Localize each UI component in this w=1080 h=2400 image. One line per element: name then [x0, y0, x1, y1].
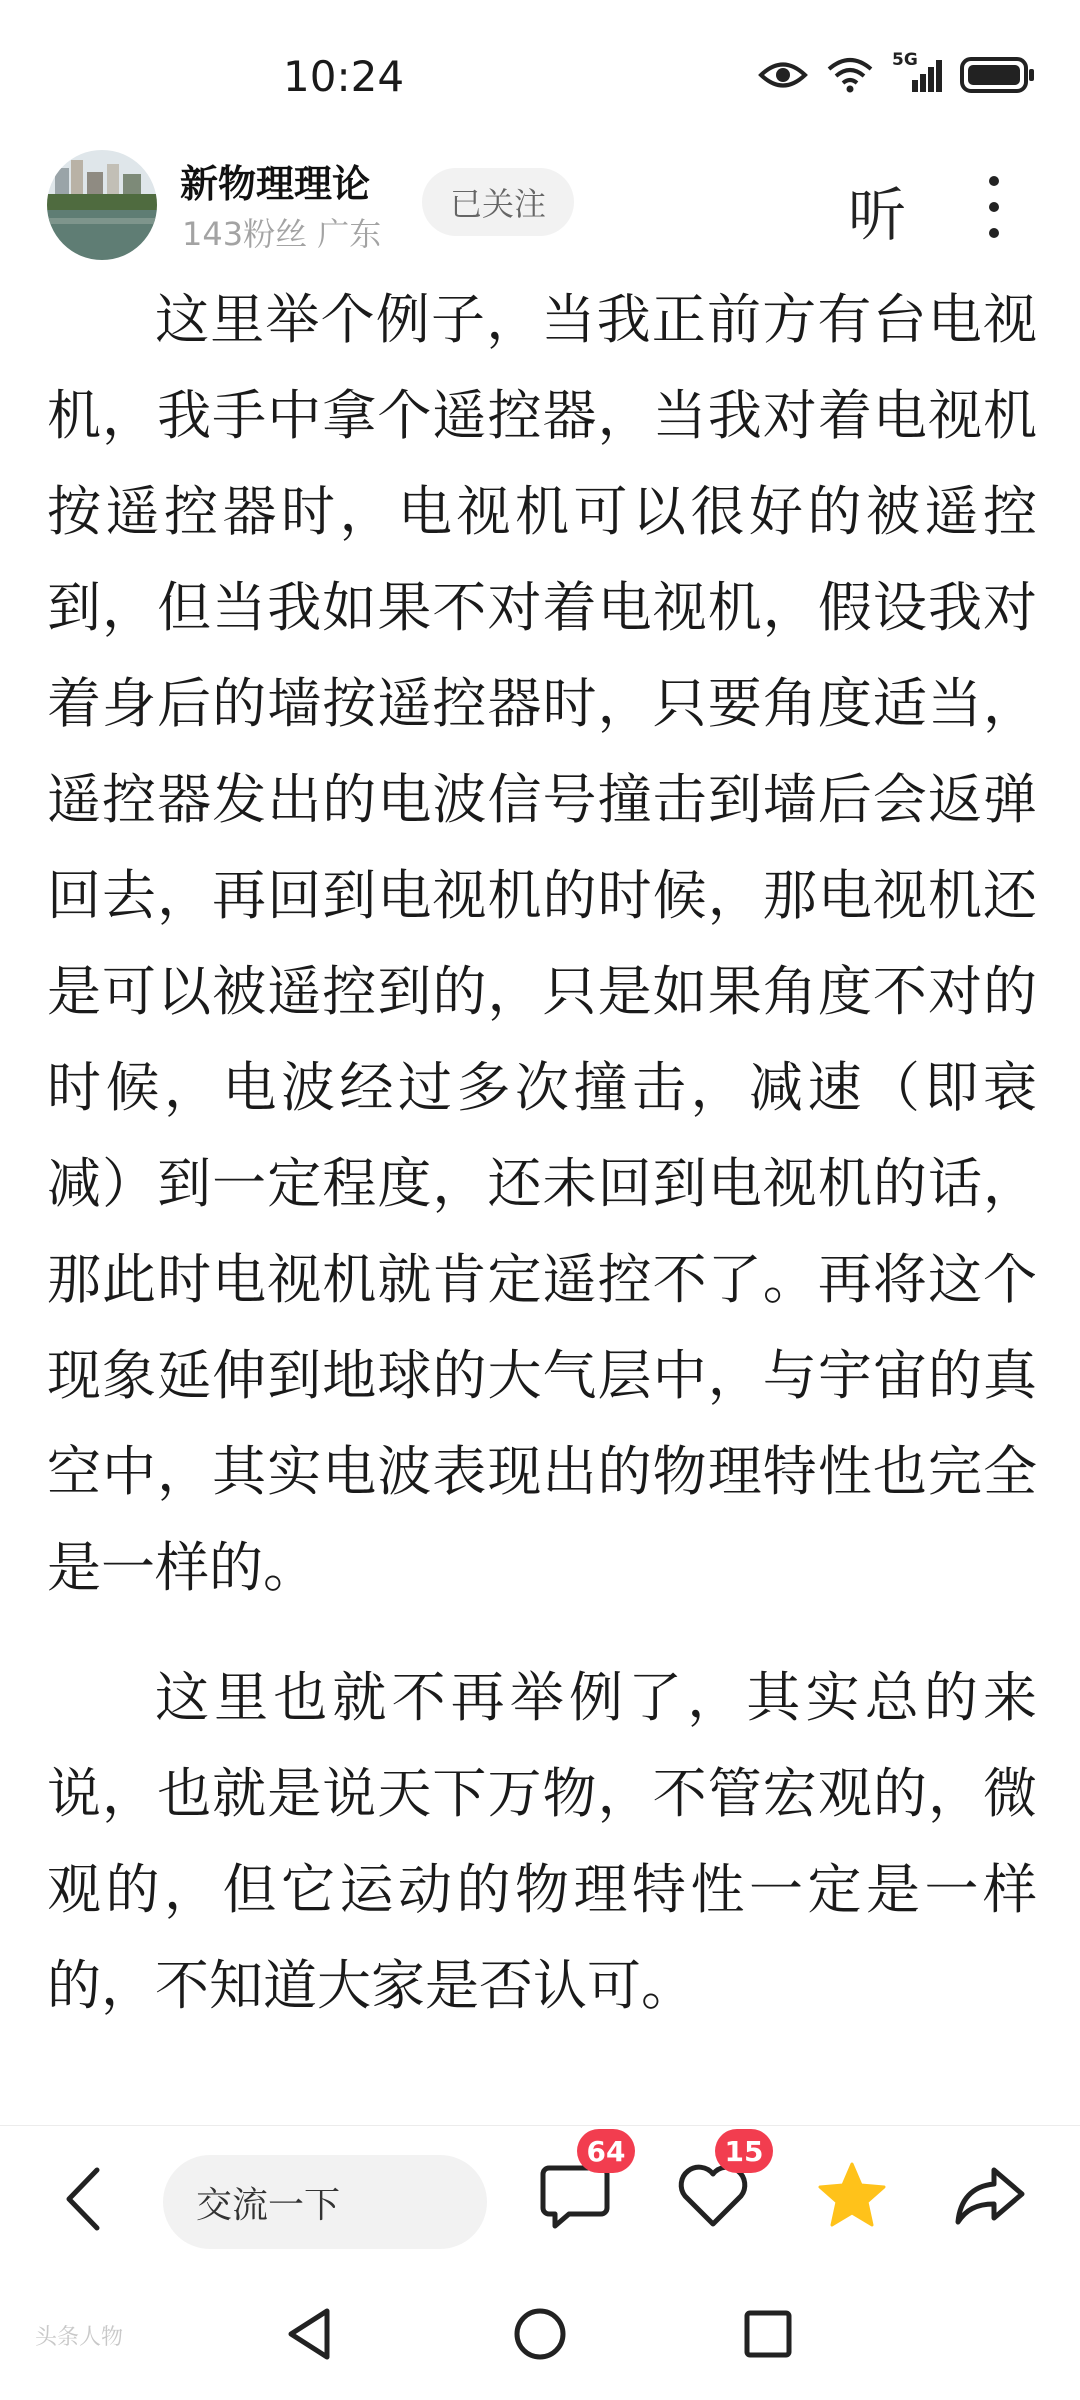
listen-button[interactable]: 听: [848, 181, 907, 249]
watermark: 头条人物: [35, 2325, 124, 2350]
wifi-icon: [826, 57, 874, 93]
status-icons: [758, 50, 1036, 94]
bottom-action-bar: [0, 2125, 1080, 2276]
eye-icon: [758, 60, 808, 90]
back-arrow-icon[interactable]: [55, 2164, 115, 2234]
status-bar: [0, 0, 1080, 150]
author-name[interactable]: 新物理理论: [180, 162, 371, 206]
cellular-signal-icon: [892, 50, 942, 94]
article-paragraph: 这里也就不再举例了，其实总的来说，也就是说天下万物，不管宏观的，微观的，但它运动的物理特性一定是一样的，不知道大家是否认可。: [47, 1666, 1037, 2017]
avatar[interactable]: [47, 150, 157, 260]
follow-button[interactable]: 已关注: [422, 168, 574, 236]
nav-recents-icon[interactable]: [733, 2299, 803, 2369]
article-paragraph: 这里举个例子，当我正前方有台电视机，我手中拿个遥控器，当我对着电视机按遥控器时，电视机可以很好的被遥控到，但当我如果不对着电视机，假设我对着身后的墙按遥控器时，只要角度适当，遥控器发出的电波信号撞击到墙后会返弹回去，再回到电视机的时候，那电视机还是可以被遥控到的，只是如果角度不对的时候，电波经过多次撞击，减速（即衰减）到一定程度，还未回到电视机的话，那此时电视机就肯定遥控不了。再将这个现象延伸到地球的大气层中，与宇宙的真空中，其实电波表现出的物理特性也完全是一样的。: [47, 288, 1037, 1599]
more-options-icon[interactable]: [975, 172, 1015, 242]
article-body: [47, 272, 1037, 2034]
comment-input[interactable]: 交流一下: [163, 2155, 487, 2249]
like-button[interactable]: [673, 2134, 764, 2236]
battery-icon: [960, 56, 1036, 94]
article-header: [0, 140, 1080, 270]
comment-button[interactable]: [535, 2134, 626, 2236]
nav-home-icon[interactable]: [505, 2299, 575, 2369]
comment-count-badge: 64: [577, 2129, 635, 2173]
favorite-button[interactable]: [812, 2156, 892, 2236]
star-icon: [812, 2156, 892, 2236]
author-meta: 143粉丝 广东: [182, 215, 382, 253]
like-count-badge: 15: [715, 2129, 773, 2173]
status-time: 10:24: [283, 52, 405, 101]
nav-back-icon[interactable]: [275, 2299, 345, 2369]
system-nav-bar: [0, 2275, 1080, 2400]
share-button[interactable]: [950, 2156, 1030, 2236]
network-type-label: 5G: [892, 50, 918, 70]
share-arrow-icon: [950, 2156, 1030, 2236]
